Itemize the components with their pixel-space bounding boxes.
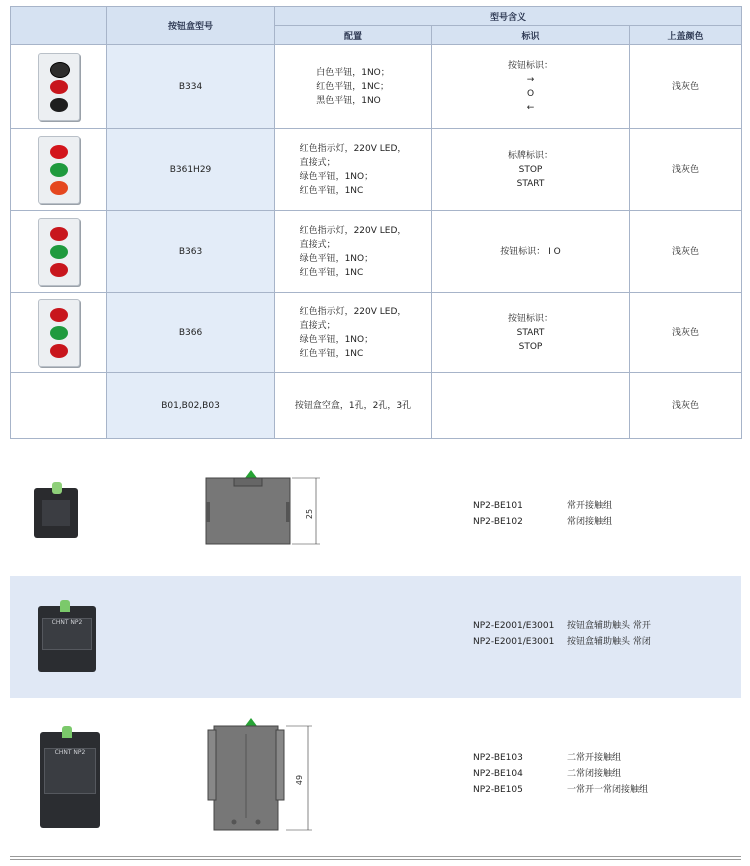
mark-line: STOP [518, 164, 543, 175]
green-button-icon [50, 245, 68, 259]
mark-cell [432, 293, 630, 373]
red-button-icon [50, 80, 68, 94]
model-cell: B366 [107, 293, 275, 373]
product-section-2 [10, 576, 741, 698]
header-mark: 标识 [432, 26, 630, 45]
color-cell: 浅灰色 [630, 293, 742, 373]
color-cell: 浅灰色 [630, 373, 742, 439]
table-row [11, 293, 742, 373]
red-button-icon [50, 181, 68, 195]
brand-label: CHNT NP2 [42, 618, 92, 650]
product-image [11, 45, 107, 129]
model-cell: B334 [107, 45, 275, 129]
color-cell: 浅灰色 [630, 129, 742, 211]
model-table [10, 6, 741, 438]
model-cell: B01,B02,B03 [107, 373, 275, 439]
product-code-list [473, 750, 648, 798]
header-image-cell [11, 7, 107, 45]
red-button-icon [50, 344, 68, 358]
config-cell [275, 45, 432, 129]
mark-line: 按钮标识： [507, 313, 553, 324]
mark-line: START [516, 327, 545, 338]
mark-line: START [516, 178, 545, 189]
list-item: NP2-BE104 二常闭接触组 [473, 769, 622, 779]
config-line: 直接式； [299, 157, 336, 168]
config-line: 直接式； [299, 239, 336, 250]
config-line: 黑色平钮，1NO [316, 95, 381, 106]
contact-block-photo [28, 480, 84, 538]
list-item: NP2-E2001/E3001 按钮盒辅助触头 常闭 [473, 637, 651, 647]
list-item: NP2-BE101 常开接触组 [473, 501, 613, 511]
mark-line: ← [526, 102, 535, 113]
model-cell: B363 [107, 211, 275, 293]
product-image [11, 293, 107, 373]
green-button-icon [50, 163, 68, 177]
config-line: 白色平钮，1NO； [316, 67, 390, 78]
config-line: 绿色平钮，1NO； [299, 253, 374, 264]
config-line: 红色平钮，1NC； [316, 81, 389, 92]
red-indicator-icon [50, 308, 68, 322]
product-section-1 [10, 442, 741, 572]
header-meaning: 型号含义 [275, 7, 742, 26]
red-button-icon [50, 263, 68, 277]
table-row [11, 129, 742, 211]
dimension-drawing [200, 710, 330, 840]
mark-cell [432, 211, 630, 293]
config-line: 红色指示灯，220V LED， [299, 225, 407, 236]
product-image [11, 373, 107, 439]
black-button-icon [50, 62, 70, 78]
bottom-divider [10, 856, 741, 857]
mark-line: O [526, 88, 535, 99]
list-item: NP2-BE103 二常开接触组 [473, 753, 622, 763]
bottom-divider [10, 859, 741, 860]
mark-cell [432, 45, 630, 129]
config-line: 红色指示灯，220V LED， [299, 143, 407, 154]
product-image [11, 211, 107, 293]
config-cell [275, 373, 432, 439]
header-cover-color: 上盖颜色 [630, 26, 742, 45]
table-row [11, 373, 742, 439]
green-arrow-icon [245, 718, 257, 726]
mark-cell [432, 373, 630, 439]
list-item: NP2-BE105 一常开一常闭接触组 [473, 785, 649, 795]
mark-cell [432, 129, 630, 211]
green-button-icon [50, 326, 68, 340]
dimension-label: 49 [295, 774, 304, 786]
block-outline [206, 478, 290, 544]
header-config: 配置 [275, 26, 432, 45]
red-indicator-icon [50, 145, 68, 159]
color-cell: 浅灰色 [630, 45, 742, 129]
color-cell: 浅灰色 [630, 211, 742, 293]
config-cell [275, 129, 432, 211]
config-line: 绿色平钮，1NO； [299, 334, 374, 345]
product-code-list [473, 498, 612, 530]
model-cell: B361H29 [107, 129, 275, 211]
mark-line: 标牌标识： [507, 150, 553, 161]
config-line: 红色平钮，1NC [299, 185, 364, 196]
dimension-drawing [200, 462, 340, 552]
header-model: 按钮盒型号 [107, 7, 275, 45]
mark-line: 按钮标识： I O [500, 246, 561, 257]
button-box-image [38, 136, 80, 204]
mark-line: 按钮标识： [507, 60, 553, 71]
button-box-image [38, 218, 80, 286]
aux-contact-photo [38, 606, 96, 672]
config-line: 直接式； [299, 320, 336, 331]
dimension-label: 25 [305, 508, 314, 520]
config-cell [275, 211, 432, 293]
button-box-image [38, 53, 80, 121]
table-row [11, 211, 742, 293]
config-line: 红色平钮，1NC [299, 348, 364, 359]
red-indicator-icon [50, 227, 68, 241]
product-code-list [473, 618, 651, 650]
config-line: 绿色平钮，1NO； [299, 171, 374, 182]
green-arrow-icon [245, 470, 257, 478]
mark-line: → [526, 74, 535, 85]
config-line: 按钮盒空盒，1孔，2孔，3孔 [294, 400, 412, 411]
product-image [11, 129, 107, 211]
list-item: NP2-E2001/E3001 按钮盒辅助触头 常开 [473, 621, 651, 631]
button-box-image [38, 299, 80, 367]
table-row [11, 45, 742, 129]
config-cell [275, 293, 432, 373]
config-line: 红色指示灯，220V LED， [299, 306, 407, 317]
product-section-3 [10, 702, 741, 852]
config-line: 红色平钮，1NC [299, 267, 364, 278]
double-contact-photo [40, 732, 100, 828]
black-button-icon [50, 98, 68, 112]
mark-line: STOP [518, 341, 543, 352]
list-item: NP2-BE102 常闭接触组 [473, 517, 613, 527]
brand-label: CHNT NP2 [44, 748, 96, 794]
